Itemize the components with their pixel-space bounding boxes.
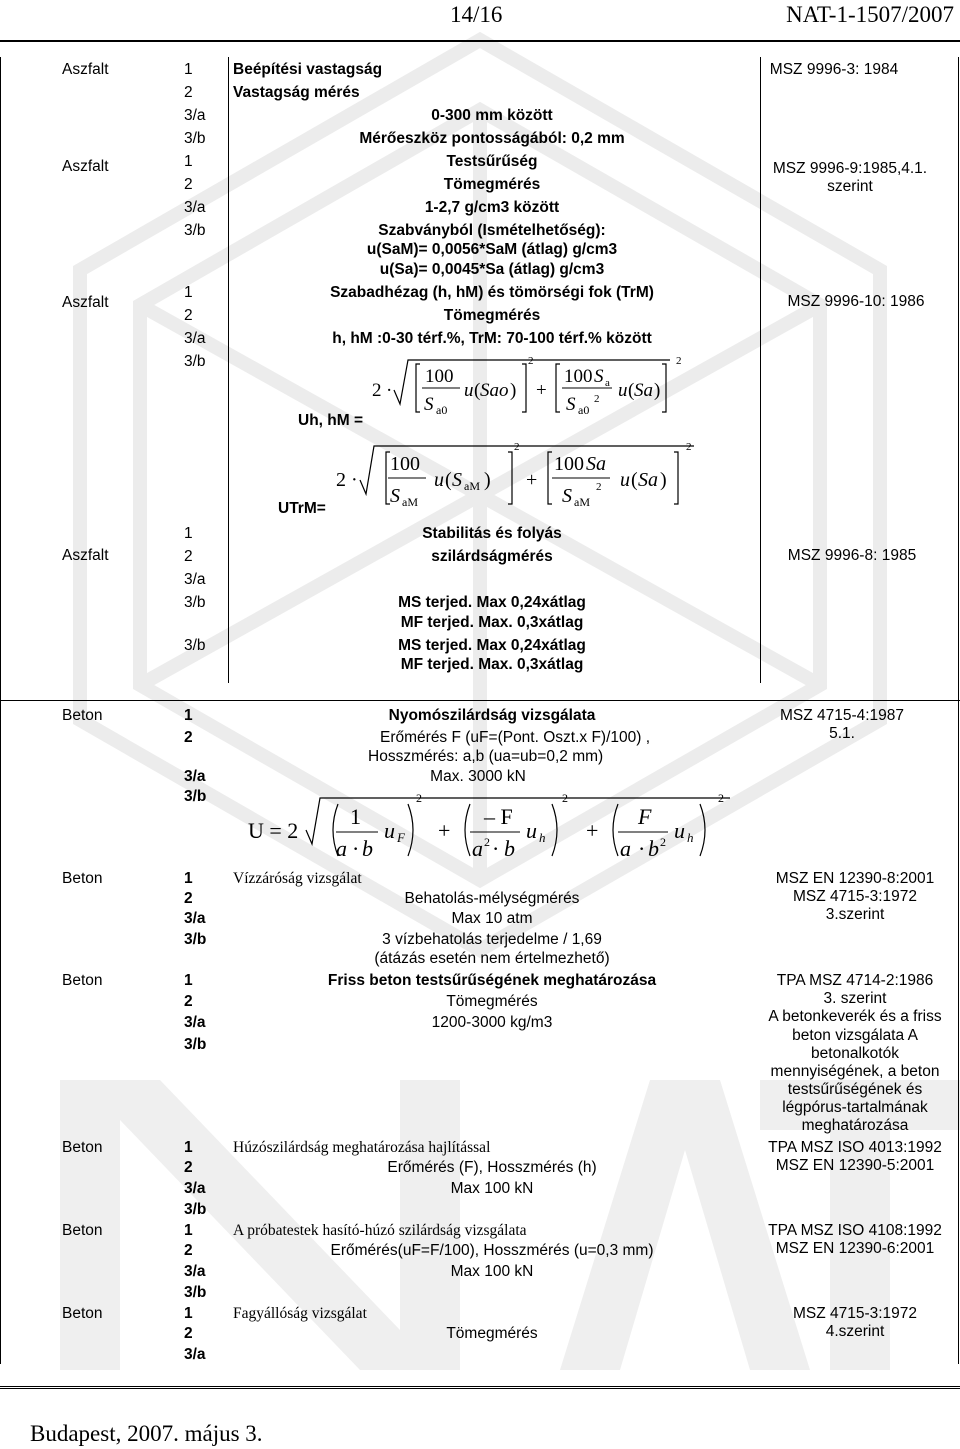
- standard-ref: MSZ 4715-3:1972: [792, 1305, 918, 1322]
- item-number: 1: [184, 1305, 193, 1322]
- standard-ref: mennyiségének, a beton: [770, 1063, 940, 1080]
- svg-text:+: +: [586, 818, 599, 843]
- standard-ref: A betonkeverék és a friss: [768, 1008, 942, 1025]
- svg-text:u: u: [526, 818, 537, 843]
- item-number: 1: [184, 153, 193, 170]
- item-number: 1: [184, 1139, 193, 1156]
- svg-text:): ): [654, 380, 661, 401]
- table-border-left: [0, 57, 1, 1364]
- item-text: 0-300 mm között: [431, 107, 553, 124]
- item-number: 3/a: [184, 107, 206, 124]
- svg-text:2: 2: [594, 393, 600, 405]
- item-text: Erőmérés(uF=F/100), Hosszmérés (u=0,3 mm): [330, 1242, 654, 1259]
- svg-text:S: S: [594, 366, 604, 387]
- svg-text:+: +: [438, 818, 451, 843]
- svg-text:– F: – F: [484, 804, 513, 829]
- svg-text:(: (: [474, 380, 481, 401]
- svg-text:·: ·: [638, 836, 646, 861]
- standard-ref: MSZ 9996-3: 1984: [769, 61, 899, 78]
- category-label: Beton: [62, 870, 103, 887]
- standard-ref: MSZ EN 12390-6:2001: [775, 1240, 935, 1257]
- test-title: Nyomószilárdság vizsgálata: [388, 707, 596, 724]
- item-number: 2: [184, 1242, 193, 1259]
- item-text: Max 100 kN: [450, 1263, 534, 1280]
- svg-text:2: 2: [562, 791, 568, 805]
- item-number: 3/a: [184, 768, 206, 785]
- svg-text:(: (: [628, 380, 635, 401]
- item-number: 3/a: [184, 1014, 206, 1031]
- formula-u: [248, 790, 748, 870]
- standard-ref: MSZ EN 12390-8:2001: [775, 870, 935, 887]
- item-text: Tömegmérés: [446, 1325, 538, 1342]
- item-text: (átázás esetén nem értelmezhető): [374, 950, 610, 967]
- test-title: Testsűrűség: [446, 153, 538, 170]
- formula-uh: [370, 352, 690, 422]
- item-text: Vastagság mérés: [233, 84, 360, 101]
- standard-ref: 3. szerint: [823, 990, 887, 1007]
- item-number: 3/b: [184, 222, 206, 239]
- item-number: 2: [184, 890, 193, 907]
- standard-ref: TPA MSZ ISO 4108:1992: [768, 1222, 942, 1239]
- header-rule: [0, 40, 960, 42]
- formula-label: Uh, hM =: [298, 412, 364, 429]
- item-number: 2: [184, 84, 193, 101]
- svg-text:F: F: [397, 830, 405, 845]
- item-text: Erőmérés F (uF=(Pont. Oszt.x F)/100) ,: [380, 729, 651, 746]
- item-number: 3/b: [184, 1201, 207, 1218]
- test-title: A próbatestek hasító-húzó szilárdság vizsgálata: [233, 1222, 527, 1239]
- test-title: Stabilitás és folyás: [422, 525, 562, 542]
- item-text: Tömegmérés: [443, 176, 541, 193]
- item-text: MF terjed. Max. 0,3xátlag: [400, 614, 584, 631]
- category-label: Beton: [62, 972, 103, 989]
- category-label: Aszfalt: [62, 294, 109, 311]
- svg-text:S: S: [390, 485, 400, 507]
- test-title: Friss beton testsűrűségének meghatározása: [327, 972, 657, 989]
- svg-text:a0: a0: [578, 403, 590, 417]
- svg-text:a0: a0: [436, 403, 448, 417]
- svg-text:2: 2: [416, 791, 422, 805]
- svg-text:S: S: [452, 469, 462, 491]
- item-number: 3/a: [184, 199, 206, 216]
- category-label: Beton: [62, 1305, 103, 1322]
- item-text: Tömegmérés: [446, 993, 538, 1010]
- svg-text:2: 2: [660, 835, 666, 849]
- item-number: 2: [184, 1159, 193, 1176]
- svg-text:·: ·: [492, 836, 500, 861]
- svg-text:a: a: [336, 836, 347, 861]
- item-number: 3/b: [184, 788, 207, 805]
- svg-text:u: u: [674, 818, 685, 843]
- item-text: u(Sa)= 0,0045*Sa (átlag) g/cm3: [379, 261, 605, 278]
- svg-text:Sao: Sao: [480, 380, 509, 401]
- svg-text:S: S: [562, 485, 572, 507]
- svg-text:(: (: [445, 469, 452, 491]
- item-number: 1: [184, 61, 193, 78]
- standard-ref: MSZ 4715-3:1972: [792, 888, 918, 905]
- svg-text:S: S: [424, 394, 434, 415]
- svg-text:1: 1: [350, 804, 361, 829]
- item-text: Max. 3000 kN: [430, 768, 526, 785]
- page-number: 14/16: [450, 2, 503, 27]
- item-number: 1: [184, 972, 193, 989]
- standard-ref: légpórus-tartalmának: [782, 1099, 928, 1116]
- svg-text:2: 2: [528, 355, 534, 367]
- category-label: Aszfalt: [62, 61, 109, 78]
- item-number: 3/b: [184, 931, 207, 948]
- svg-text:·: ·: [352, 836, 360, 861]
- item-number: 3/a: [184, 571, 206, 588]
- svg-text:a: a: [620, 836, 631, 861]
- item-text: MS terjed. Max 0,24xátlag: [398, 594, 586, 611]
- column-divider: [228, 57, 229, 683]
- category-label: Beton: [62, 707, 103, 724]
- standard-ref: szerint: [827, 178, 873, 195]
- svg-text:2: 2: [514, 441, 520, 453]
- standard-ref: 4.szerint: [825, 1323, 885, 1340]
- svg-text:h: h: [539, 830, 546, 845]
- standard-ref: 5.1.: [829, 725, 855, 742]
- item-text: szilárdságmérés: [431, 548, 553, 565]
- svg-text:aM: aM: [402, 495, 418, 509]
- svg-text:u: u: [434, 469, 444, 491]
- item-number: 3/a: [184, 1180, 206, 1197]
- svg-text:2: 2: [676, 355, 682, 367]
- item-number: 2: [184, 176, 193, 193]
- standard-ref: meghatározása: [801, 1117, 909, 1134]
- category-label: Aszfalt: [62, 547, 109, 564]
- svg-text:2: 2: [484, 835, 490, 849]
- category-label: Beton: [62, 1222, 103, 1239]
- item-number: 1: [184, 870, 193, 887]
- svg-text:2: 2: [372, 380, 382, 401]
- svg-text:u: u: [464, 380, 474, 401]
- standard-ref: MSZ 9996-10: 1986: [787, 293, 925, 310]
- item-text: Mérőeszköz pontosságából: 0,2 mm: [359, 130, 625, 147]
- standard-ref: 3.szerint: [825, 906, 885, 923]
- svg-text:aM: aM: [574, 495, 590, 509]
- svg-text:·: ·: [386, 380, 393, 401]
- standard-ref: MSZ 9996-8: 1985: [787, 547, 917, 564]
- formula-utrm: [334, 438, 714, 516]
- item-text: Tömegmérés: [443, 307, 541, 324]
- item-number: 1: [184, 525, 193, 542]
- item-number: 2: [184, 1325, 193, 1342]
- svg-text:2: 2: [718, 791, 724, 805]
- svg-text:100: 100: [390, 453, 420, 475]
- svg-text:100: 100: [554, 453, 584, 475]
- item-number: 3/a: [184, 1346, 206, 1363]
- category-label: Aszfalt: [62, 158, 109, 175]
- svg-text:h: h: [687, 830, 694, 845]
- item-text: MS terjed. Max 0,24xátlag: [398, 637, 586, 654]
- item-number: 3/b: [184, 130, 206, 147]
- item-text: u(SaM)= 0,0056*SaM (átlag) g/cm3: [366, 241, 618, 258]
- standard-ref: MSZ 4715-4:1987: [779, 707, 905, 724]
- svg-text:(: (: [631, 469, 638, 491]
- item-text: Erőmérés (F), Hosszmérés (h): [387, 1159, 597, 1176]
- item-number: 3/a: [184, 330, 206, 347]
- item-text: MF terjed. Max. 0,3xátlag: [400, 656, 584, 673]
- svg-text:100: 100: [564, 366, 593, 387]
- svg-text:·: ·: [351, 469, 358, 491]
- svg-text:2: 2: [686, 441, 692, 453]
- item-text: Max 100 kN: [450, 1180, 534, 1197]
- svg-text:u: u: [620, 469, 630, 491]
- svg-text:U = 2: U = 2: [248, 818, 299, 843]
- item-number: 3/a: [184, 910, 206, 927]
- item-text: Behatolás-mélységmérés: [404, 890, 580, 907]
- item-number: 3/b: [184, 1036, 207, 1053]
- svg-text:b: b: [504, 836, 515, 861]
- item-number: 1: [184, 707, 193, 724]
- formula-label: UTrM=: [278, 500, 326, 517]
- svg-text:+: +: [526, 469, 538, 491]
- svg-text:u: u: [618, 380, 628, 401]
- standard-ref: testsűrűségének és: [787, 1081, 923, 1098]
- svg-text:Sa: Sa: [634, 380, 653, 401]
- test-title: Beépítési vastagság: [233, 61, 383, 78]
- item-number: 2: [184, 548, 193, 565]
- item-number: 3/a: [184, 1263, 206, 1280]
- item-number: 3/b: [184, 353, 206, 370]
- svg-text:F: F: [638, 804, 652, 829]
- svg-text:a: a: [605, 377, 610, 389]
- test-title: Vízzáróság vizsgálat: [233, 870, 362, 887]
- svg-text:b: b: [648, 836, 659, 861]
- svg-text:a: a: [472, 836, 483, 861]
- footer-place-date: Budapest, 2007. május 3.: [30, 1421, 263, 1446]
- svg-text:): ): [660, 469, 667, 491]
- svg-text:Sa: Sa: [586, 453, 606, 475]
- test-title: Szabadhézag (h, hM) és tömörségi fok (TrM): [330, 284, 654, 301]
- svg-text:aM: aM: [464, 479, 480, 493]
- svg-text:): ): [510, 380, 517, 401]
- standard-ref: betonalkotók: [811, 1045, 899, 1062]
- standard-ref: TPA MSZ ISO 4013:1992: [768, 1139, 942, 1156]
- svg-text:): ): [484, 469, 491, 491]
- item-text: Szabványból (Ismételhetőség):: [378, 222, 606, 239]
- item-number: 3/b: [184, 1284, 207, 1301]
- item-number: 3/b: [184, 637, 206, 654]
- column-divider: [760, 57, 761, 683]
- svg-text:+: +: [536, 380, 547, 401]
- document-id: NAT-1-1507/2007: [786, 2, 954, 27]
- item-number: 2: [184, 729, 193, 746]
- table-border-right: [958, 57, 959, 1364]
- svg-text:S: S: [566, 394, 576, 415]
- item-number: 1: [184, 1222, 193, 1239]
- test-title: Húzószilárdság meghatározása hajlítással: [233, 1139, 491, 1156]
- svg-text:2: 2: [596, 481, 602, 493]
- standard-ref: TPA MSZ 4714-2:1986: [776, 972, 934, 989]
- item-text: 1200-3000 kg/m3: [431, 1014, 553, 1031]
- standard-ref: beton vizsgálata A: [792, 1027, 918, 1044]
- item-number: 3/b: [184, 594, 206, 611]
- standard-ref: MSZ EN 12390-5:2001: [775, 1157, 935, 1174]
- test-title: Fagyállóság vizsgálat: [233, 1305, 367, 1322]
- svg-text:u: u: [384, 818, 395, 843]
- item-number: 2: [184, 993, 193, 1010]
- table-bottom-rule: [0, 1386, 960, 1389]
- item-number: 2: [184, 307, 193, 324]
- svg-text:2: 2: [336, 469, 346, 491]
- item-text: 3 vízbehatolás terjedelme / 1,69: [382, 931, 602, 948]
- item-number: 1: [184, 284, 193, 301]
- svg-text:100: 100: [425, 366, 454, 387]
- category-label: Beton: [62, 1139, 103, 1156]
- svg-text:b: b: [362, 836, 373, 861]
- item-text: Max 10 atm: [451, 910, 533, 927]
- standard-ref: MSZ 9996-9:1985,4.1.: [772, 160, 928, 177]
- svg-text:Sa: Sa: [638, 469, 658, 491]
- section-divider: [0, 700, 960, 701]
- item-text: h, hM :0-30 térf.%, TrM: 70-100 térf.% között: [332, 330, 652, 347]
- item-text: Hosszmérés: a,b (ua=ub=0,2 mm): [368, 748, 604, 765]
- item-text: 1-2,7 g/cm3 között: [424, 199, 560, 216]
